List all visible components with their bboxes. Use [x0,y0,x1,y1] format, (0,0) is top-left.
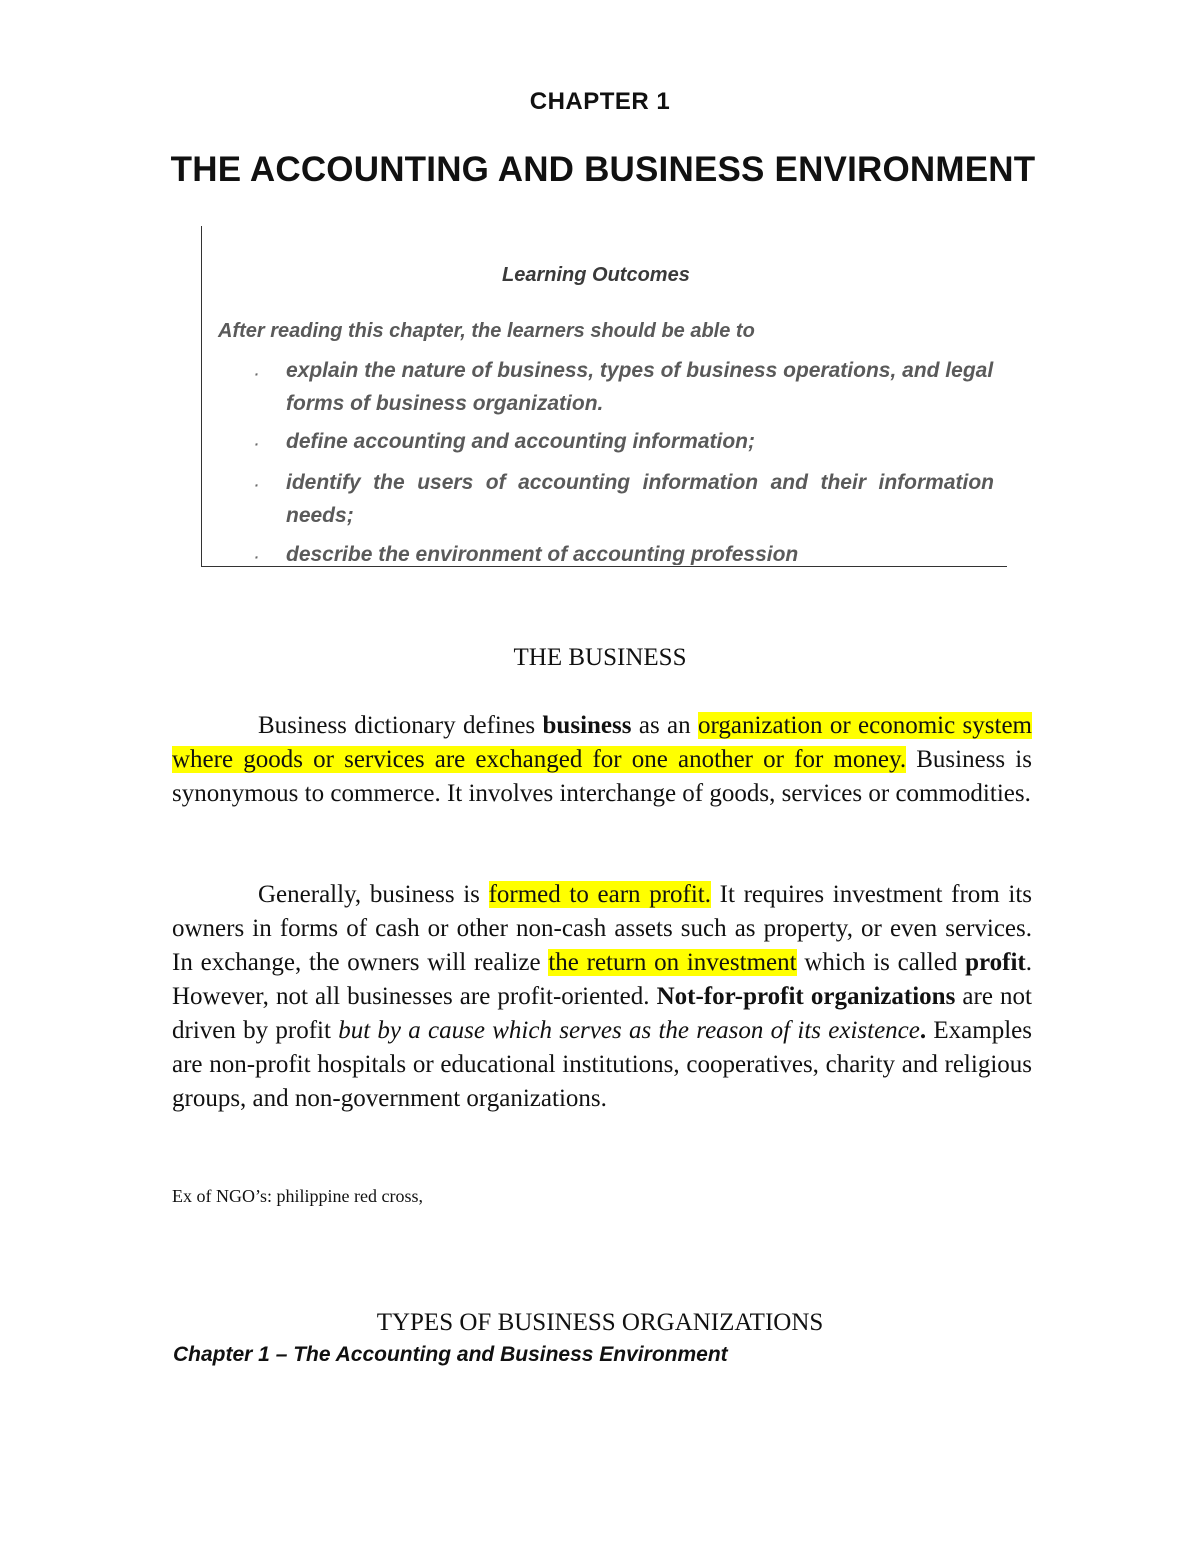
chapter-title: THE ACCOUNTING AND BUSINESS ENVIRONMENT [170,150,1036,189]
outcome-item: define accounting and accounting information; [286,430,756,453]
section-heading-business: THE BUSINESS [513,644,687,671]
highlight: the return on investment [548,949,797,976]
section-heading-types: TYPES OF BUSINESS ORGANIZATIONS [376,1309,824,1336]
bullet-icon: · [254,549,259,565]
learning-outcomes-heading: Learning Outcomes [502,264,690,286]
learning-outcomes-intro: After reading this chapter, the learners should be able to [218,320,755,342]
highlight: organization or economic system where goods or services are exchanged for one another or for money. [172,712,1033,773]
ngo-example-note: Ex of NGO’s: philippine red cross, [172,1186,423,1206]
bullet-icon: · [254,366,259,382]
bullet-icon: · [254,477,259,493]
highlight: formed to earn profit. [488,881,711,908]
running-title: Chapter 1 – The Accounting and Business Environment [173,1343,728,1366]
chapter-label: CHAPTER 1 [529,88,671,115]
paragraph-business-definition: Business dictionary defines business as an organization or economic system where goods or services are exchanged for one another or for money. Business is synonymous to commerce. It involves interchange of goods, services or commodities. [172,712,1033,807]
outcome-item: explain the nature of business, types of business operations, and legal forms of business organization. [286,359,994,415]
paragraph-profit: Generally, business is formed to earn profit. It requires investment from its owners in forms of cash or other non-cash assets such as property, or even services. In exchange, the owners will realize the return on investment which is called profit. However, not all businesses are profit-oriented. Not-for-profit organizations are not driven by profit but by a cause which serves as the reason of its existence. Examples are non-profit hospitals or educational institutions, cooperatives, charity and religious groups, and non-government organizations. [172,881,1032,1112]
outcome-item: identify the users of accounting information and their information needs; [286,471,994,527]
outcome-item: describe the environment of accounting profession [286,543,799,565]
learning-outcomes-box [201,226,1007,567]
bullet-icon: · [254,436,259,452]
